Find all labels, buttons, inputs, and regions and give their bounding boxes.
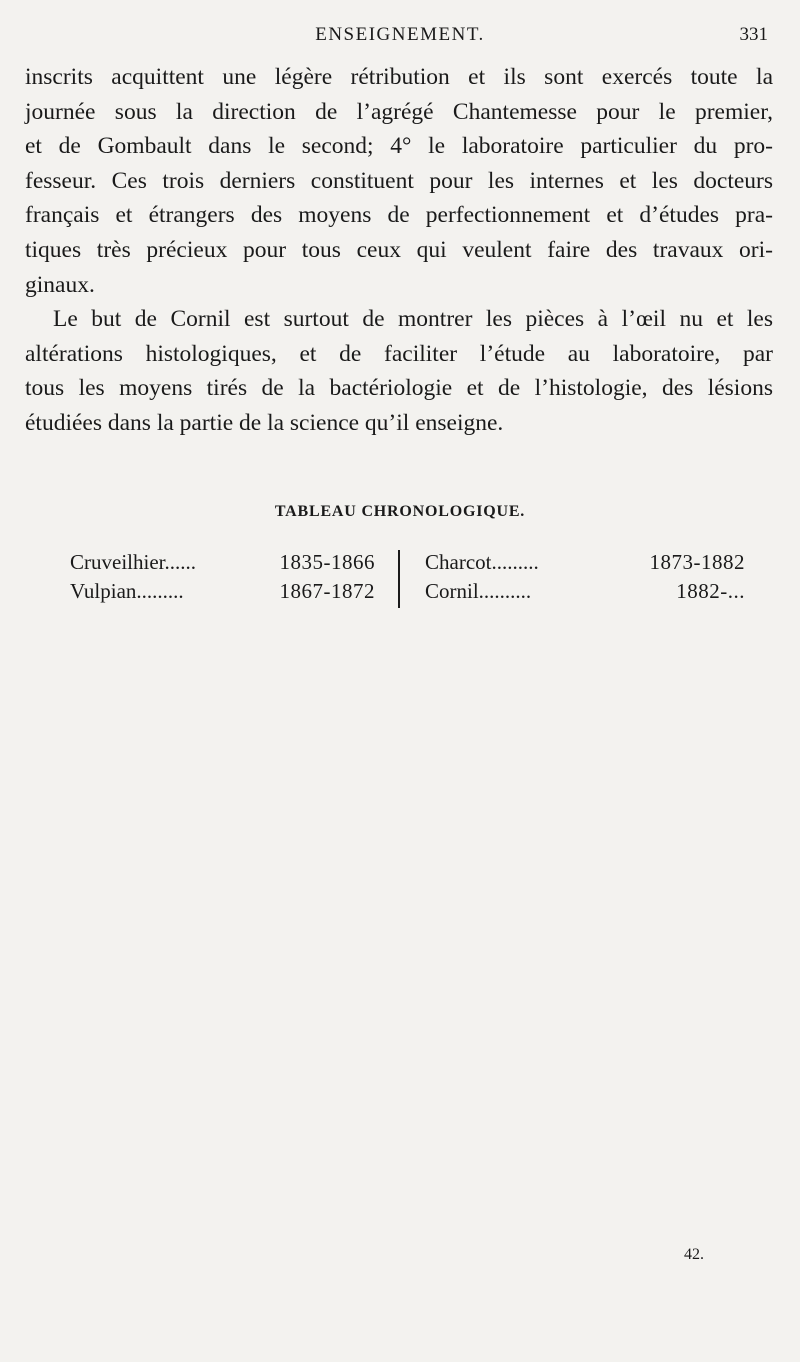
paragraph-1: [25, 60, 773, 302]
text-line: altérations histologiques, et de faciliter l’étude au laboratoire, par: [25, 340, 773, 367]
chronology-entry: [425, 577, 745, 606]
professor-name: Cruveilhier......: [70, 550, 196, 574]
text-line: ginaux.: [25, 271, 95, 298]
tenure-dates: 1873-1882: [649, 550, 745, 574]
professor-name: Charcot.........: [425, 550, 539, 574]
signature-mark: 42.: [684, 1246, 704, 1263]
chronology-table: [70, 548, 750, 610]
chronology-entry: [70, 548, 375, 577]
text-line: étudiées dans la partie de la science qu’il enseigne.: [25, 409, 504, 436]
professor-name: Cornil..........: [425, 579, 532, 603]
text-line: tiques très précieux pour tous ceux qui veulent faire des travaux ori-: [25, 236, 773, 263]
text-line: fesseur. Ces trois derniers constituent pour les internes et les docteurs: [25, 167, 773, 194]
text-line: tous les moyens tirés de la bactériologie et de l’histologie, des lésions: [25, 375, 773, 402]
running-title: ENSEIGNEMENT.: [315, 24, 485, 45]
chronology-entry: [425, 548, 745, 577]
tenure-dates: 1882-...: [676, 579, 745, 603]
body-text: [25, 60, 773, 441]
text-line: journée sous la direction de l’agrégé Chantemesse pour le premier,: [25, 98, 773, 125]
professor-name: Vulpian.........: [70, 579, 184, 603]
chronology-right-column: [425, 548, 745, 606]
column-divider: [398, 550, 400, 608]
table-title: TABLEAU CHRONOLOGIQUE.: [274, 503, 526, 520]
page-number: 331: [739, 24, 768, 45]
text-line: inscrits acquittent une légère rétribution et ils sont exercés toute la: [25, 64, 773, 90]
chronology-entry: [70, 577, 375, 606]
text-line: français et étrangers des moyens de perfectionnement et d’études pra-: [25, 202, 773, 229]
tenure-dates: 1835-1866: [279, 550, 375, 574]
text-line: Le but de Cornil est surtout de montrer les pièces à l’œil nu et les: [53, 306, 773, 333]
text-line: et de Gombault dans le second; 4° le laboratoire particulier du pro-: [25, 133, 773, 160]
tenure-dates: 1867-1872: [279, 579, 375, 603]
paragraph-2: [25, 302, 773, 440]
running-head: [0, 24, 800, 54]
chronology-left-column: [70, 548, 375, 606]
